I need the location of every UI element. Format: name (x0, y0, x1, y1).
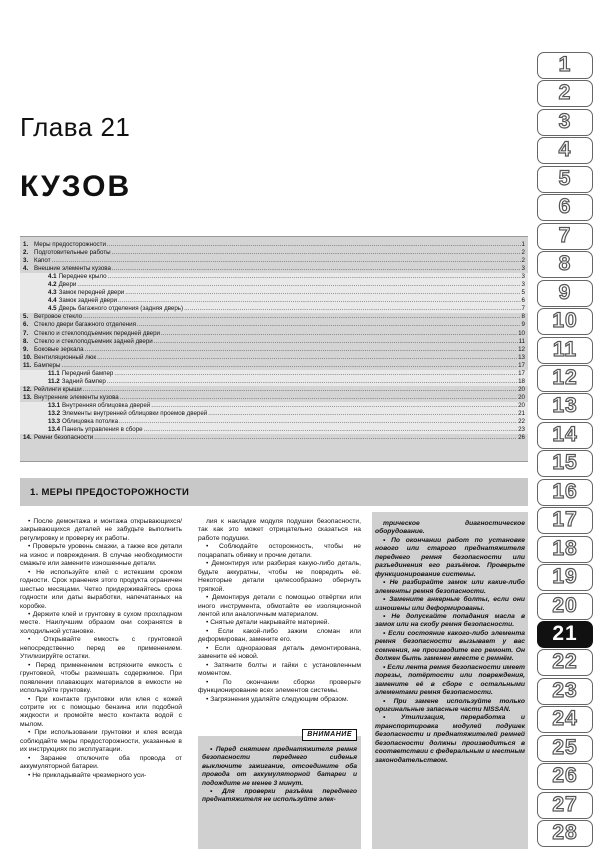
toc-row[interactable] (20, 354, 528, 362)
toc-title-text: Панель управления в сборе (62, 426, 143, 434)
warning-item: • Перед снятием преднатяжителя ремня безопасности переднего сиденья выключите зажигание, отсоедините оба провода от аккумуляторной батареи и подождите не менее 3 минут. (202, 746, 357, 787)
toc-leader-dots (52, 257, 521, 265)
chapter-tab-16[interactable]: 16 (537, 479, 593, 506)
toc-leader-dots (83, 313, 520, 321)
toc-title-text: Дверь багажного отделения (задняя дверь) (58, 305, 184, 313)
toc-title-text: Замок задней двери (58, 297, 117, 305)
chapter-label: Глава 21 (20, 112, 131, 142)
toc-title (20, 378, 106, 386)
toc-title: Меры предосторожности (34, 241, 106, 248)
toc-title (20, 297, 117, 305)
toc-row[interactable] (20, 289, 528, 297)
toc-page-number: 6 (521, 297, 525, 305)
toc-row[interactable] (20, 338, 528, 346)
chapter-title: КУЗОВ (20, 170, 132, 203)
chapter-tab-26[interactable]: 26 (537, 763, 593, 790)
toc-page-number: 3 (521, 281, 525, 289)
toc-title: Внешние элементы кузова (34, 265, 111, 273)
toc-title (20, 273, 107, 281)
toc-number: 4. (23, 265, 29, 273)
toc-leader-dots (108, 273, 521, 281)
toc-title: Внутренние элементы кузова (34, 393, 119, 401)
toc-title: Подготовительные работы (34, 249, 111, 257)
toc-leader-dots (107, 241, 521, 249)
chapter-tab-2[interactable]: 2 (537, 80, 593, 107)
toc-row[interactable] (20, 281, 528, 289)
toc-number: 13.3 (48, 418, 61, 426)
text-column-3 (372, 512, 528, 849)
toc-leader-dots (125, 289, 520, 297)
toc-page-number: 18 (518, 377, 525, 385)
paragraph: • Загрязнения удаляйте следующим образом. (206, 695, 349, 703)
toc-page-number: 11 (518, 337, 525, 345)
table-of-contents (20, 236, 528, 462)
toc-title (20, 410, 207, 418)
toc-number: 11.2 (48, 377, 60, 385)
toc-page-number: 17 (518, 361, 525, 369)
toc-leader-dots (85, 346, 518, 354)
toc-leader-dots (112, 249, 521, 257)
toc-title-text: Передний бампер (61, 369, 114, 377)
toc-title: Рейлинги крыши (34, 385, 82, 393)
chapter-tab-19[interactable]: 19 (537, 564, 593, 591)
chapter-tab-20[interactable]: 20 (537, 593, 593, 620)
toc-leader-dots (137, 321, 521, 329)
toc-row[interactable] (20, 394, 528, 402)
paragraph: • Если лента ремня безопасности имеет порезы, потёртости или повреждения, замените её в сборе с остальными элементами ремня безопасности. (375, 663, 525, 697)
toc-number: 6. (23, 321, 29, 329)
paragraph: • По окончании работ по установке нового или старого преднатяжителя переднего ремня безопасности или разъединения его разъёмов. Проверьте функционирование системы. (375, 536, 525, 578)
paragraph: • Если состояние какого-либо элемента ремня безопасности вызывает у вас сомнения, не производите его ремонт. Он должен быть заменен вместе с ремнём. (375, 629, 525, 663)
chapter-tab-25[interactable]: 25 (537, 735, 593, 762)
toc-leader-dots (83, 386, 517, 394)
toc-number: 1. (23, 241, 29, 248)
chapter-tab-12[interactable]: 12 (537, 365, 593, 392)
toc-number: 3. (23, 257, 29, 265)
toc-number: 4.2 (48, 281, 57, 289)
toc-leader-dots (144, 426, 518, 434)
toc-title (20, 418, 118, 426)
paragraph: • При использовании грунтовки и клея всегда соблюдайте меры предосторожности, указанные в их инструкциях по эксплуатации. (20, 729, 182, 754)
paragraph: • Не используйте клей с истекшим сроком годности. Срок хранения этого продукта ограничен шестью месяцами. Четко придерживайтесь срока годности или даты выработки, напечатанных на коробке. (20, 568, 182, 610)
toc-page-number: 3 (521, 273, 525, 281)
toc-number: 8. (23, 337, 29, 345)
toc-title: Боковые зеркала (34, 345, 84, 353)
toc-row[interactable] (20, 426, 528, 434)
chapter-tab-14[interactable]: 14 (537, 422, 593, 449)
toc-number: 11.1 (48, 369, 60, 377)
paragraph: • Демонтируя детали с помощью отвёртки или иного инструмента, обмотайте ее изоляционной лентой или аналогичным материалом. (198, 594, 361, 618)
chapter-tab-5[interactable]: 5 (537, 166, 593, 193)
toc-leader-dots (154, 338, 518, 346)
toc-page-number: 22 (518, 418, 525, 426)
toc-page-number: 23 (518, 426, 525, 434)
toc-leader-dots (119, 418, 517, 426)
toc-leader-dots (114, 370, 517, 378)
toc-page-number: 2 (521, 249, 525, 257)
toc-number: 4.1 (48, 273, 57, 281)
chapter-tab-1[interactable]: 1 (537, 52, 593, 79)
chapter-tab-18[interactable]: 18 (537, 536, 593, 563)
toc-row[interactable] (20, 410, 528, 418)
toc-number: 13.2 (48, 409, 61, 417)
toc-title: Ветровое стекло (34, 313, 83, 321)
toc-leader-dots (151, 402, 517, 410)
toc-title-text: Элементы внутренней облицовки проемов дверей (62, 409, 208, 417)
toc-page-number: 1 (521, 241, 525, 248)
paragraph: • Заранее отключите оба провода от аккумуляторной батареи. (20, 754, 182, 771)
toc-page-number: 20 (518, 393, 525, 401)
toc-number: 13. (23, 393, 32, 401)
toc-page-number: 17 (518, 369, 525, 377)
paragraph: • Держите клей и грунтовку в сухом прохладном месте. Наилучшим образом они сохранятся в холодильной установке. (20, 610, 182, 635)
toc-title-text: Облицовка потолка (62, 418, 119, 426)
toc-leader-dots (61, 362, 517, 370)
toc-title: Стекло и стеклоподъемник передней двери (34, 329, 161, 337)
toc-row[interactable] (20, 370, 528, 378)
warning-item: • Для проверки разъёма переднего преднатяжителя не используйте элек- (202, 788, 357, 804)
toc-title (20, 289, 124, 297)
chapter-tab-7[interactable]: 7 (537, 223, 593, 250)
toc-number: 4.3 (48, 289, 57, 297)
toc-leader-dots (118, 297, 521, 305)
toc-row[interactable] (20, 330, 528, 338)
toc-number: 4.4 (48, 297, 57, 305)
toc-row[interactable] (20, 402, 528, 410)
toc-row[interactable] (20, 378, 528, 386)
toc-title: Ремни безопасности (34, 434, 94, 442)
paragraph: • Если одноразовая деталь демонтирована, замените её новой. (198, 644, 361, 661)
chapter-tab-3[interactable]: 3 (537, 109, 593, 136)
toc-title: Стекло и стеклоподъемник задней двери (34, 337, 153, 345)
toc-row[interactable] (20, 305, 528, 313)
paragraph: • После демонтажа и монтажа открывающихся/закрывающихся деталей не забудьте выполнить регулировку и проверку их работы. (20, 518, 182, 542)
text-column-1 (20, 518, 182, 780)
paragraph: • Если какой-либо зажим сломан или деформирован, замените его. (198, 627, 361, 644)
chapter-tab-22[interactable]: 22 (537, 649, 593, 676)
toc-page-number: 20 (518, 401, 525, 409)
toc-title-text: Двери (58, 281, 77, 289)
toc-row[interactable] (20, 297, 528, 305)
toc-page-number: 26 (518, 434, 525, 442)
toc-title (20, 370, 113, 378)
toc-page-number: 9 (521, 321, 525, 329)
toc-row[interactable] (20, 273, 528, 281)
chapter-tab-11[interactable]: 11 (537, 337, 593, 364)
toc-page-number: 8 (521, 313, 525, 321)
chapter-tab-24[interactable]: 24 (537, 706, 593, 733)
paragraph: лия к накладке модуля подушки безопасности, так как это может отрицательно сказаться на работе подушки. (198, 518, 361, 542)
paragraph: • Не прикладывайте чрезмерного уси- (28, 771, 147, 779)
toc-leader-dots (112, 265, 521, 273)
toc-title-text: Внутренняя облицовка дверей (62, 401, 151, 409)
paragraph: • По окончании сборки проверьте функционирование всех элементов системы. (198, 678, 361, 695)
toc-page-number: 2 (521, 257, 525, 265)
toc-row[interactable] (20, 362, 528, 370)
toc-title (20, 281, 76, 289)
toc-number: 11. (23, 361, 32, 369)
paragraph: • Демонтируя или разбирая какую-либо деталь, будьте аккуратны, чтобы не повредить её. Некоторые детали целесообразно обернуть тряпкой. (198, 560, 361, 593)
toc-leader-dots (77, 281, 520, 289)
warning-label: ВНИМАНИЕ (302, 729, 357, 741)
toc-row[interactable] (20, 346, 528, 354)
toc-title: Вентиляционный люк (34, 353, 97, 361)
chapter-tab-8[interactable]: 8 (537, 251, 593, 278)
chapter-tab-23[interactable]: 23 (537, 678, 593, 705)
paragraph: трическое диагностическое оборудование. (375, 520, 525, 536)
toc-title: Стекло двери багажного отделения (34, 321, 136, 329)
toc-page-number: 13 (518, 353, 525, 361)
toc-row[interactable] (20, 418, 528, 426)
toc-page-number: 10 (518, 329, 525, 337)
toc-title (20, 305, 183, 313)
paragraph: • Не допускайте попадания масла в замок или на скобу ремня безопасности. (375, 612, 525, 629)
toc-leader-dots (97, 354, 517, 362)
chapter-tab-17[interactable]: 17 (537, 507, 593, 534)
toc-page-number: 21 (518, 409, 525, 417)
toc-page-number: 7 (521, 305, 525, 313)
paragraph: • Проверьте уровень смазки, а также все детали на износ и повреждения. В случае необходимости смажьте или замените изношенные детали. (20, 543, 182, 568)
toc-title-text: Переднее крыло (58, 273, 107, 281)
toc-page-number: 5 (521, 289, 525, 297)
toc-title (20, 402, 150, 410)
text-column-2 (198, 518, 361, 704)
chapter-tab-27[interactable]: 27 (537, 792, 593, 819)
toc-number: 7. (23, 329, 29, 337)
toc-number: 5. (23, 313, 29, 321)
paragraph: • При контакте грунтовки или клея с кожей сотрите их с помощью бензина или подобной жидкости и промойте место контакта водой с мылом. (20, 695, 182, 728)
toc-row[interactable] (20, 257, 528, 265)
chapter-tab-10[interactable]: 10 (537, 308, 593, 335)
toc-row[interactable] (20, 313, 528, 321)
toc-title-text: Задний бампер (61, 377, 106, 385)
toc-leader-dots (107, 378, 517, 386)
chapter-tab-4[interactable]: 4 (537, 137, 593, 164)
toc-page-number: 12 (518, 345, 525, 353)
chapter-tab-6[interactable]: 6 (537, 194, 593, 221)
toc-number: 12. (23, 385, 32, 393)
toc-title-text: Замок передней двери (58, 289, 125, 297)
section-heading: 1. МЕРЫ ПРЕДОСТОРОЖНОСТИ (20, 478, 528, 506)
toc-row[interactable] (20, 386, 528, 394)
warning-box (198, 731, 361, 849)
toc-row[interactable] (20, 249, 528, 257)
chapter-tab-28[interactable]: 28 (537, 820, 593, 847)
toc-row[interactable] (20, 321, 528, 329)
toc-leader-dots (208, 410, 517, 418)
chapter-tab-13[interactable]: 13 (537, 393, 593, 420)
paragraph: • Перед применением встряхните емкость с грунтовкой, чтобы размешать содержимое. При появлении плавающих материалов в емкости не используйте грунтовку. (20, 661, 182, 695)
toc-number: 14. (23, 434, 32, 442)
toc-number: 4.5 (48, 305, 57, 313)
toc-row[interactable] (20, 265, 528, 273)
toc-number: 13.1 (48, 401, 61, 409)
toc-row[interactable] (20, 241, 528, 249)
paragraph: • Затяните болты и гайки с установленным моментом. (198, 661, 361, 678)
chapter-tab-21[interactable]: 21 (537, 621, 593, 648)
toc-number: 13.4 (48, 426, 61, 434)
toc-title: Бамперы (34, 361, 61, 369)
toc-title: Капот (34, 257, 51, 265)
warning-items (202, 746, 357, 805)
paragraph: • Соблюдайте осторожность, чтобы не поцарапать обивку и прочие детали. (198, 543, 361, 559)
toc-number: 2. (23, 249, 29, 257)
toc-number: 9. (23, 345, 29, 353)
paragraph: • Снятые детали накрывайте материей. (206, 619, 330, 627)
toc-number: 10. (23, 353, 32, 361)
paragraph: • При замене используйте только оригинальные запасные части NISSAN. (375, 697, 525, 713)
chapter-tab-15[interactable]: 15 (537, 450, 593, 477)
toc-title (20, 426, 143, 434)
toc-leader-dots (184, 305, 520, 313)
chapter-tab-9[interactable]: 9 (537, 280, 593, 307)
paragraph: • Утилизация, переработка и транспортировка модулей подушек безопасности и преднатяжителей ремней безопасности должны производиться в соответствии с федеральным и местным законодательством. (375, 714, 525, 764)
toc-leader-dots (120, 394, 517, 402)
paragraph: • Не разбирайте замок или какие-либо элементы ремня безопасности. (375, 579, 525, 595)
toc-row[interactable] (20, 434, 528, 442)
toc-leader-dots (94, 434, 517, 442)
toc-page-number: 20 (518, 385, 525, 393)
paragraph: • Открывайте емкость с грунтовкой непосредственно перед ее применением. Утилизируйте остатки. (20, 636, 182, 661)
paragraph: • Замените анкерные болты, если они изношены или деформированы. (375, 596, 525, 612)
toc-page-number: 3 (521, 265, 525, 273)
toc-leader-dots (161, 330, 517, 338)
